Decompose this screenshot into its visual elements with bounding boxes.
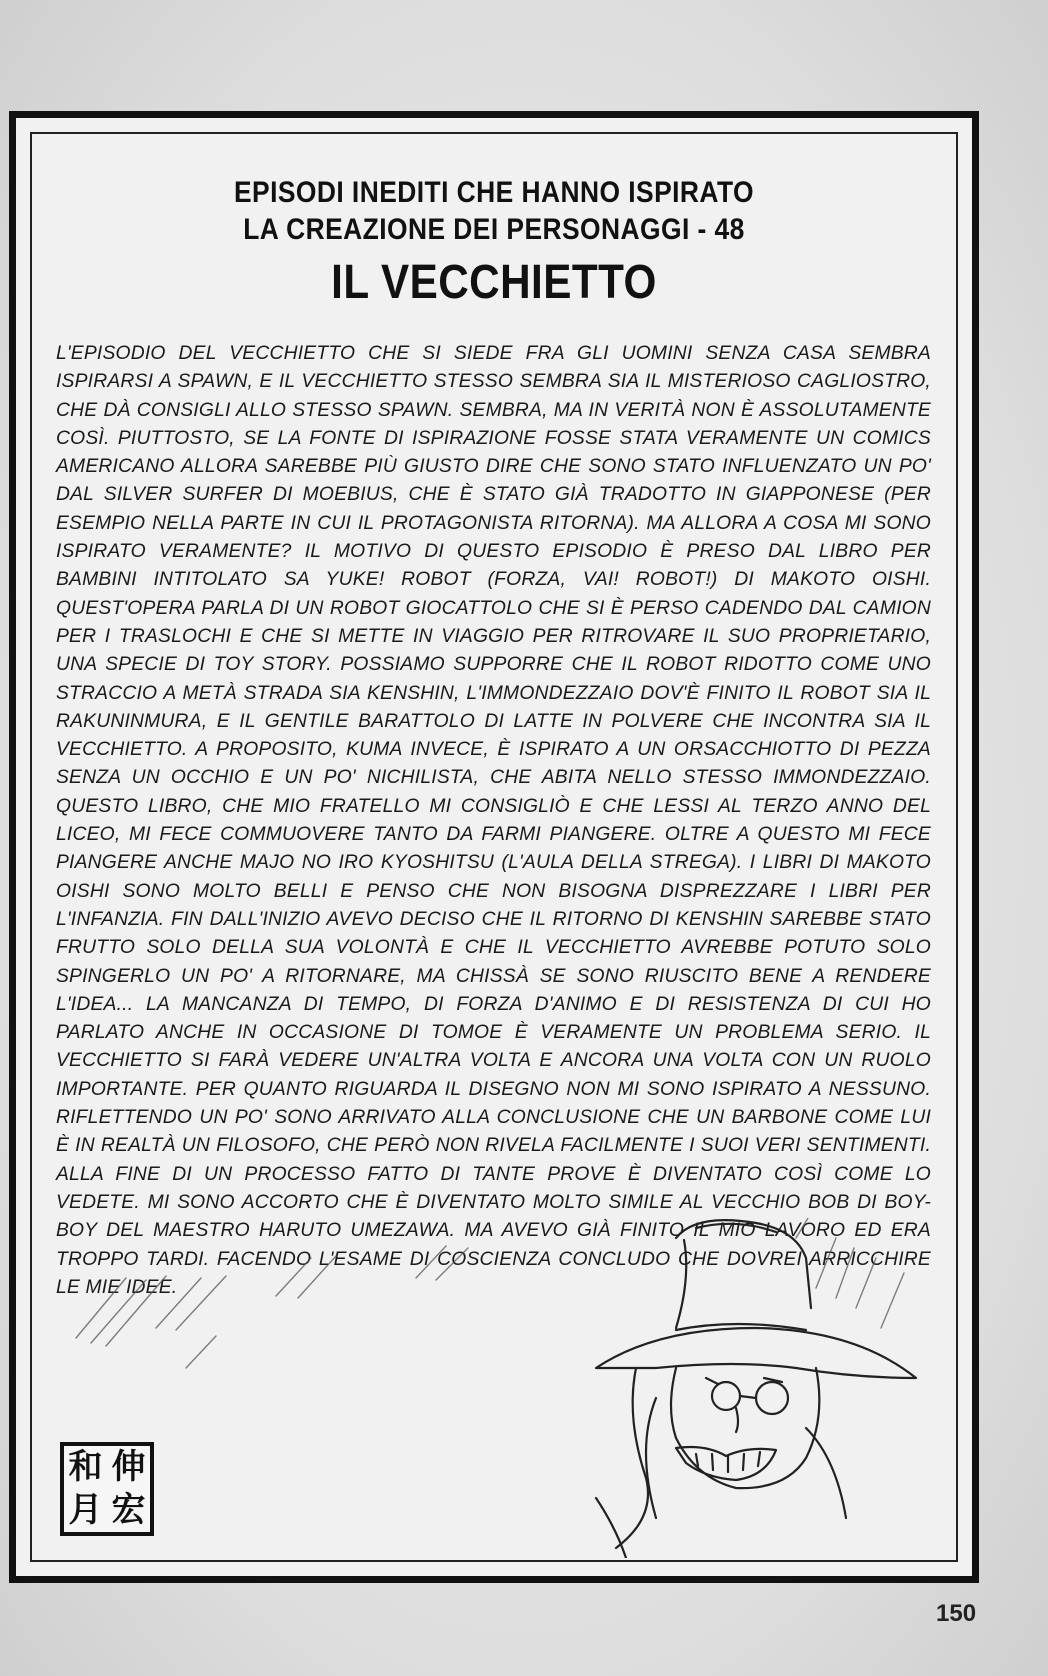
book-title-boy-boy: BOY-BOY bbox=[56, 1191, 931, 1242]
column-frame bbox=[9, 111, 979, 1583]
series-heading-line-1: EPISODI INEDITI CHE HANNO ISPIRATO bbox=[233, 176, 755, 209]
book-title-majo-no-iro-kyoshitsu: MAJO NO IRO KYOSHITSU bbox=[239, 852, 495, 874]
old-man-sketch-icon bbox=[36, 1218, 966, 1558]
page-title: IL VECCHIETTO bbox=[331, 256, 657, 309]
article-text-part-3: (L'AULA DELLA STREGA). I LIBRI DI MAKOTO OISHI SONO MOLTO BELLI E PENSO CHE NON BISOGNA DISPREZZARE I LIBRI PER L'INFANZIA. FIN DALL'INIZIO AVEVO DECISO CHE IL RITORNO DI KENSHIN SAREBBE STATO FRUTTO SOLO DELLA SUA VOLONTÀ E CHE IL VECCHIETTO AVREBBE POTUTO SOLO SPINGERLO UN PO' A RITORNARE, MA CHISSÀ SE SONO RIUSCITO BENE A RENDERE L'IDEA... LA MANCANZA DI TEMPO, DI FORZA D'ANIMO E DI RESISTENZA DI CUI HO PARLATO ANCHE IN OCCASIONE DI TOMOE È VERAMENTE UN PROBLEMA SERIO. IL VECCHIETTO SI FARÀ VEDERE UN'ALTRA VOLTA E ANCORA UNA VOLTA CON UN RUOLO IMPORTANTE. PER QUANTO RIGUARDA IL DISEGNO NON MI SONO ISPIRATO A NESSUNO. RIFLETTENDO UN PO' SONO ARRIVATO ALLA CONCLUSIONE CHE UN BARBONE COME LUI È IN REALTÀ UN FILOSOFO, CHE PERÒ NON RIVELA FACILMENTE I SUOI VERI SENTIMENTI. ALLA FINE DI UN PROCESSO FATTO DI TANTE PROVE È DIVENTATO COSÌ COME LO VEDETE. MI SONO ACCORTO CHE È DIVENTATO MOLTO SIMILE AL VECCHIO BOB DI bbox=[56, 852, 931, 1213]
article-text-part-1: L'EPISODIO DEL VECCHIETTO CHE SI SIEDE FRA GLI UOMINI SENZA CASA SEMBRA ISPIRARSI A SPAWN, E IL VECCHIETTO STESSO SEMBRA SIA IL MISTERIOSO CAGLIOSTRO, CHE DÀ CONSIGLI ALLO STESSO SPAWN. SEMBRA, MA IN VERITÀ NON È ASSOLUTAMENTE COSÌ. PIUTTOSTO, SE LA FONTE DI ISPIRAZIONE FOSSE STATA VERAMENTE UN COMICS AMERICANO ALLORA SAREBBE PIÙ GIUSTO DIRE CHE SONO STATO INFLUENZATO UN PO' DAL SILVER SURFER DI MOEBIUS, CHE È STATO GIÀ TRADOTTO IN GIAPPONESE (PER ESEMPIO NELLA PARTE IN CUI IL PROTAGONISTA RITORNA). MA ALLORA A COSA MI SONO ISPIRATO VERAMENTE? IL MOTIVO DI QUESTO EPISODIO È PRESO DAL LIBRO PER BAMBINI INTITOLATO bbox=[56, 343, 931, 591]
seal-char-bottom-right: 宏 bbox=[111, 1490, 146, 1530]
page-number: 150 bbox=[936, 1600, 977, 1627]
seal-char-top-right: 伸 bbox=[111, 1447, 146, 1487]
seal-char-top-left: 和 bbox=[68, 1447, 103, 1487]
series-heading-line-2: LA CREAZIONE DEI PERSONAGGI - 48 bbox=[243, 213, 745, 246]
article-text-part-4: DEL MAESTRO HARUTO UMEZAWA. MA AVEVO GIÀ FINITO IL MIO LAVORO ED ERA TROPPO TARDI. FACENDO L'ESAME DI COSCIENZA CONCLUDO CHE DOVREI ARRICCHIRE LE MIE IDEE. bbox=[56, 1220, 931, 1298]
article-body bbox=[56, 340, 931, 1302]
article-text-part-2: (FORZA, VAI! ROBOT!) DI MAKOTO OISHI. QUEST'OPERA PARLA DI UN ROBOT GIOCATTOLO CHE SI È PERSO CADENDO DAL CAMION PER I TRASLOCHI E CHE SI METTE IN VIAGGIO PER RITROVARE IL SUO PROPRIETARIO, UNA SPECIE DI TOY STORY. POSSIAMO SUPPORRE CHE IL ROBOT RIDOTTO COME UNO STRACCIO A METÀ STRADA SIA KENSHIN, L'IMMONDEZZAIO DOV'È FINITO IL ROBOT SIA IL RAKUNINMURA, E IL GENTILE BARATTOLO DI LATTE IN POLVERE CHE INCONTRA SIA IL VECCHIETTO. A PROPOSITO, KUMA INVECE, È ISPIRATO A UN ORSACCHIOTTO DI PEZZA SENZA UN OCCHIO E UN PO' NICHILISTA, CHE ABITA NELLO STESSO IMMONDEZZAIO. QUESTO LIBRO, CHE MIO FRATELLO MI CONSIGLIÒ E CHE LESSI AL TERZO ANNO DEL LICEO, MI FECE COMMUOVERE TANTO DA FARMI PIANGERE. OLTRE A QUESTO MI FECE PIANGERE ANCHE bbox=[56, 569, 932, 874]
author-seal-icon bbox=[60, 1442, 154, 1536]
seal-char-bottom-left: 月 bbox=[68, 1490, 103, 1530]
book-title-sa-yuke-robot: SA YUKE! ROBOT bbox=[283, 569, 471, 591]
